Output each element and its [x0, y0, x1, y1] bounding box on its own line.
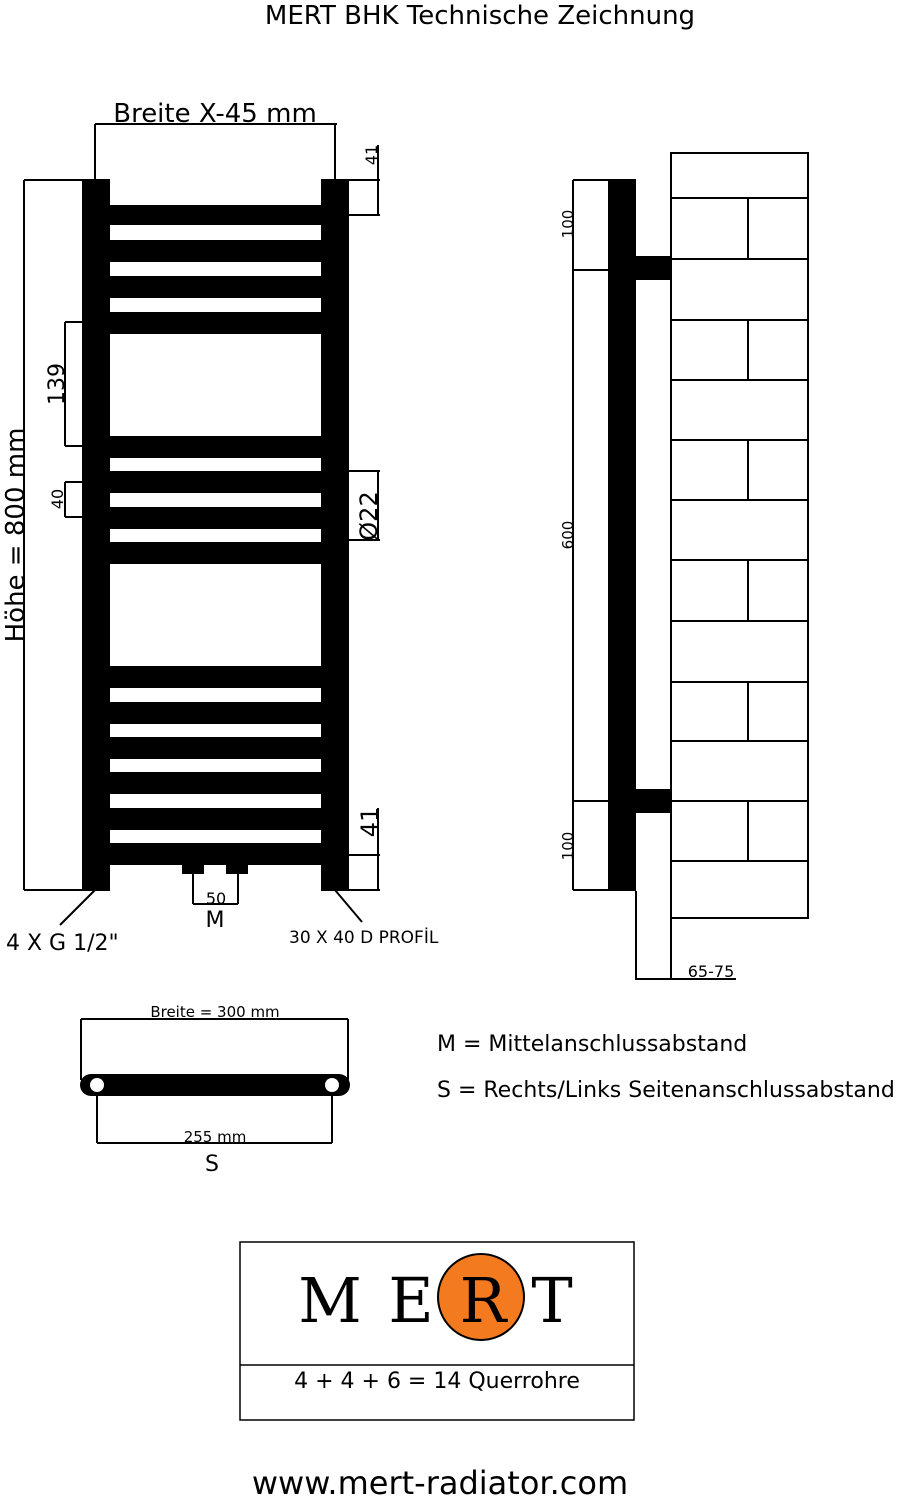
brand-letter-r: R: [459, 1264, 507, 1337]
side-view: [559, 153, 808, 981]
cross-tube: [86, 702, 346, 724]
height-label: Höhe = 800 mm: [1, 427, 31, 643]
connection-label: 4 X G 1/2": [6, 931, 119, 956]
width-label: Breite X-45 mm: [113, 99, 317, 129]
top-view-body: [80, 1074, 350, 1096]
cross-tube: [86, 240, 346, 262]
width-dimension: [95, 124, 337, 180]
lower-bracket: [608, 789, 671, 813]
upper-bracket: [608, 256, 671, 280]
drawing-title: MERT BHK Technische Zeichnung: [264, 1, 696, 31]
center-distance-label: 50: [205, 889, 227, 908]
bottom-distance-label: 100: [559, 831, 577, 861]
middle-distance-label: 600: [559, 520, 577, 550]
top-view: [80, 1003, 350, 1177]
brand-subtitle: 4 + 4 + 6 = 14 Querrohre: [294, 1369, 580, 1394]
brand-letter-e: E: [388, 1264, 434, 1337]
cross-tube: [86, 666, 346, 688]
side-profile: [608, 179, 636, 891]
gap-small-label: 40: [48, 488, 67, 510]
legend-s: S = Rechts/Links Seitenanschlussabstand: [437, 1078, 895, 1103]
bottom-offset-label: 41: [356, 806, 384, 838]
cross-tube: [86, 276, 346, 298]
right-connection-point: [325, 1078, 339, 1092]
left-connection-point: [90, 1078, 104, 1092]
tube-diameter-label: Ø22: [355, 491, 383, 541]
center-symbol: M: [205, 908, 225, 933]
height-dimension: [24, 180, 82, 890]
gap-large-label: 139: [45, 363, 70, 405]
brand-letter-t: T: [531, 1264, 573, 1337]
cross-tube: [86, 205, 346, 225]
cross-tube: [86, 507, 346, 529]
connection-leader: [60, 890, 95, 925]
cross-tube: [86, 843, 346, 865]
cross-tube: [86, 737, 346, 759]
top-distance-label: 100: [559, 209, 577, 239]
cross-tubes: [86, 205, 346, 865]
brick-wall: [671, 153, 808, 918]
cross-tube: [86, 808, 346, 830]
cross-tube: [86, 542, 346, 564]
profile-label: 30 X 40 D PROFİL: [289, 928, 439, 948]
cross-tube: [86, 772, 346, 794]
top-offset-label: 41: [362, 144, 381, 166]
wall-distance-label: 65-75: [687, 962, 735, 981]
legend-m: M = Mittelanschlussabstand: [437, 1032, 748, 1057]
side-symbol: S: [205, 1152, 219, 1177]
cross-tube: [86, 312, 346, 334]
top-view-width-label: Breite = 300 mm: [150, 1003, 280, 1021]
brand-letter-m: M: [298, 1264, 362, 1337]
cross-tube: [86, 471, 346, 493]
cross-tube: [86, 436, 346, 458]
profile-leader: [335, 890, 362, 922]
front-view: [1, 99, 439, 956]
center-label: 255 mm: [183, 1128, 247, 1146]
website-url: www.mert-radiator.com: [251, 1464, 629, 1500]
brand-box: [240, 1242, 634, 1420]
